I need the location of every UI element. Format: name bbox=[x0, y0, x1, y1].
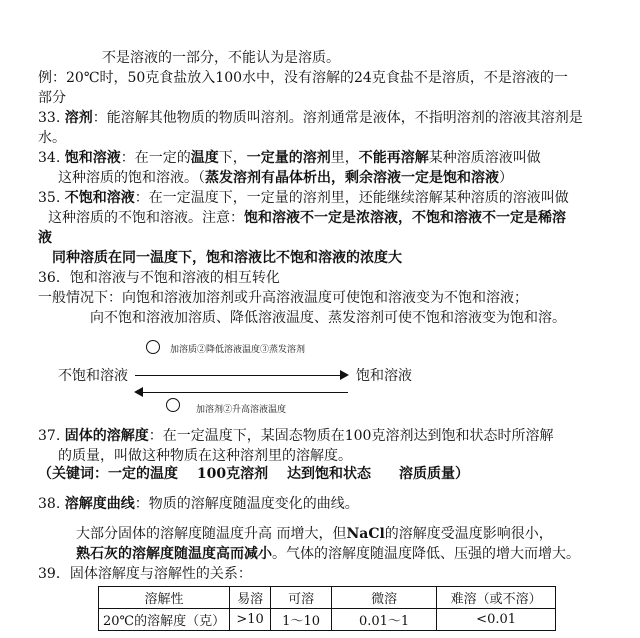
table-header-cell: 溶解性 bbox=[99, 587, 230, 609]
item-39: 39．固体溶解度与溶解性的关系： bbox=[38, 566, 252, 582]
text-span: 的溶解度受温度影响很小， bbox=[384, 526, 553, 542]
arrow-right-icon bbox=[340, 370, 349, 380]
item-33 bbox=[38, 108, 583, 128]
item-36: 36．饱和溶液与不饱和溶液的相互转化 bbox=[38, 270, 280, 286]
general-label: 一般情况下 bbox=[38, 290, 108, 306]
term-solvent: 溶剂 bbox=[64, 110, 93, 126]
term-solubility-curve: 溶解度曲线 bbox=[64, 496, 135, 512]
item-34-cont bbox=[58, 168, 513, 188]
definition-text: ：在一定温度下，一定量的溶剂里，还能继续溶解某种溶质的溶液叫做 bbox=[134, 190, 569, 206]
solubility-table bbox=[98, 586, 556, 631]
bold-span: 一定量的溶剂 bbox=[246, 150, 331, 166]
right-state-label: 饱和溶液 bbox=[356, 368, 412, 384]
backward-arrow bbox=[143, 392, 348, 393]
item-35 bbox=[38, 188, 569, 208]
item-34 bbox=[38, 148, 541, 168]
item-number: 37. bbox=[38, 428, 61, 444]
item-37-cont: 的质量，叫做这种物质在这种溶剂里的溶解度。 bbox=[58, 448, 352, 464]
text-span: 大部分固体的溶解度随温度升高 而增大，但 bbox=[76, 526, 347, 542]
bold-span: 熟石灰的溶解度随温度高而减小 bbox=[76, 546, 272, 562]
item-number: 33. bbox=[38, 110, 61, 126]
table-header-cell: 易溶 bbox=[230, 587, 271, 609]
table-cell: >10 bbox=[230, 609, 271, 631]
table-header-cell: 微溶 bbox=[332, 587, 437, 609]
item-number: 34. bbox=[38, 150, 61, 166]
text-span: 下， bbox=[218, 150, 247, 166]
general-cont: 向不饱和溶液加溶质、降低溶液温度、蒸发溶剂可使不饱和溶液变为饱和溶。 bbox=[90, 310, 566, 326]
example-line: 例：20℃时，50克食盐放入100水中，没有溶解的24克食盐不是溶质，不是溶液的一 bbox=[38, 70, 568, 86]
definition-text: ：能溶解其他物质的物质叫溶剂。溶剂通常是液体，不指明溶剂的溶液其溶剂是 bbox=[92, 110, 583, 126]
text-span: 这种溶质的饱和溶液。（ bbox=[58, 170, 205, 186]
item-33-cont: 水。 bbox=[38, 130, 66, 146]
bold-span: 温度 bbox=[190, 150, 219, 166]
bottom-steps-text: 加溶剂②升高溶液温度 bbox=[196, 405, 287, 415]
bold-span: 蒸发溶剂有晶体析出，剩余溶液一定是饱和溶液 bbox=[205, 170, 499, 186]
item-38 bbox=[38, 494, 359, 514]
item-35-cont bbox=[48, 208, 566, 228]
table-cell: 0.01～1 bbox=[332, 609, 437, 631]
item-number: 35. bbox=[38, 190, 61, 206]
item-35-cont2: 液 bbox=[38, 230, 52, 246]
left-state-label: 不饱和溶液 bbox=[58, 368, 128, 384]
top-step-circle bbox=[146, 340, 160, 354]
arrow-left-icon bbox=[134, 387, 143, 397]
text-span: 某种溶质溶液叫做 bbox=[428, 150, 541, 166]
bold-span: 不能再溶解 bbox=[358, 150, 429, 166]
general-line bbox=[38, 288, 528, 308]
item-35-note: 同种溶质在同一温度下，饱和溶液比不饱和溶液的浓度大 bbox=[52, 250, 402, 266]
definition-text: ：在一定温度下，某固态物质在100克溶剂达到饱和状态时所溶解 bbox=[148, 428, 554, 444]
bottom-step-circle bbox=[166, 398, 180, 412]
paragraph-2 bbox=[76, 544, 580, 564]
table-cell: 20℃的溶解度（克） bbox=[99, 609, 230, 631]
table-header-row bbox=[99, 587, 556, 609]
table-row bbox=[99, 609, 556, 631]
example-line-cont: 部分 bbox=[38, 90, 66, 106]
bold-span: NaCl bbox=[346, 526, 385, 542]
bold-span: 饱和溶液不一定是浓溶液，不饱和溶液不一定是稀溶 bbox=[244, 210, 566, 226]
item-number: 38. bbox=[38, 496, 61, 512]
definition-text: ：物质的溶解度随温度变化的曲线。 bbox=[134, 496, 359, 512]
term-saturated-solution: 饱和溶液 bbox=[64, 150, 121, 166]
text-span: 里， bbox=[330, 150, 359, 166]
keywords-line: （关键词：一定的温度 100克溶剂 达到饱和状态 溶质质量） bbox=[38, 466, 469, 482]
forward-arrow bbox=[135, 375, 340, 376]
text-line: 不是溶液的一部分，不能认为是溶质。 bbox=[102, 50, 340, 66]
table-header-cell: 可溶 bbox=[271, 587, 332, 609]
text-span: ：在一定的 bbox=[120, 150, 191, 166]
term-solubility: 固体的溶解度 bbox=[64, 428, 149, 444]
text-span: 这种溶质的不饱和溶液。注意： bbox=[48, 210, 244, 226]
item-37 bbox=[38, 426, 553, 446]
text-span: 。气体的溶解度随温度降低、压强的增大而增大。 bbox=[272, 546, 580, 562]
text-span: ） bbox=[499, 170, 513, 186]
table-cell: 1～10 bbox=[271, 609, 332, 631]
text-span: ：向饱和溶液加溶剂或升高溶液温度可使饱和溶液变为不饱和溶液； bbox=[108, 290, 528, 306]
term-unsaturated-solution: 不饱和溶液 bbox=[64, 190, 135, 206]
top-steps-text: 加溶质②降低溶液温度③蒸发溶剂 bbox=[170, 345, 306, 355]
table-header-cell: 难溶（或不溶） bbox=[437, 587, 556, 609]
paragraph-1 bbox=[76, 524, 553, 544]
table-cell: <0.01 bbox=[437, 609, 556, 631]
